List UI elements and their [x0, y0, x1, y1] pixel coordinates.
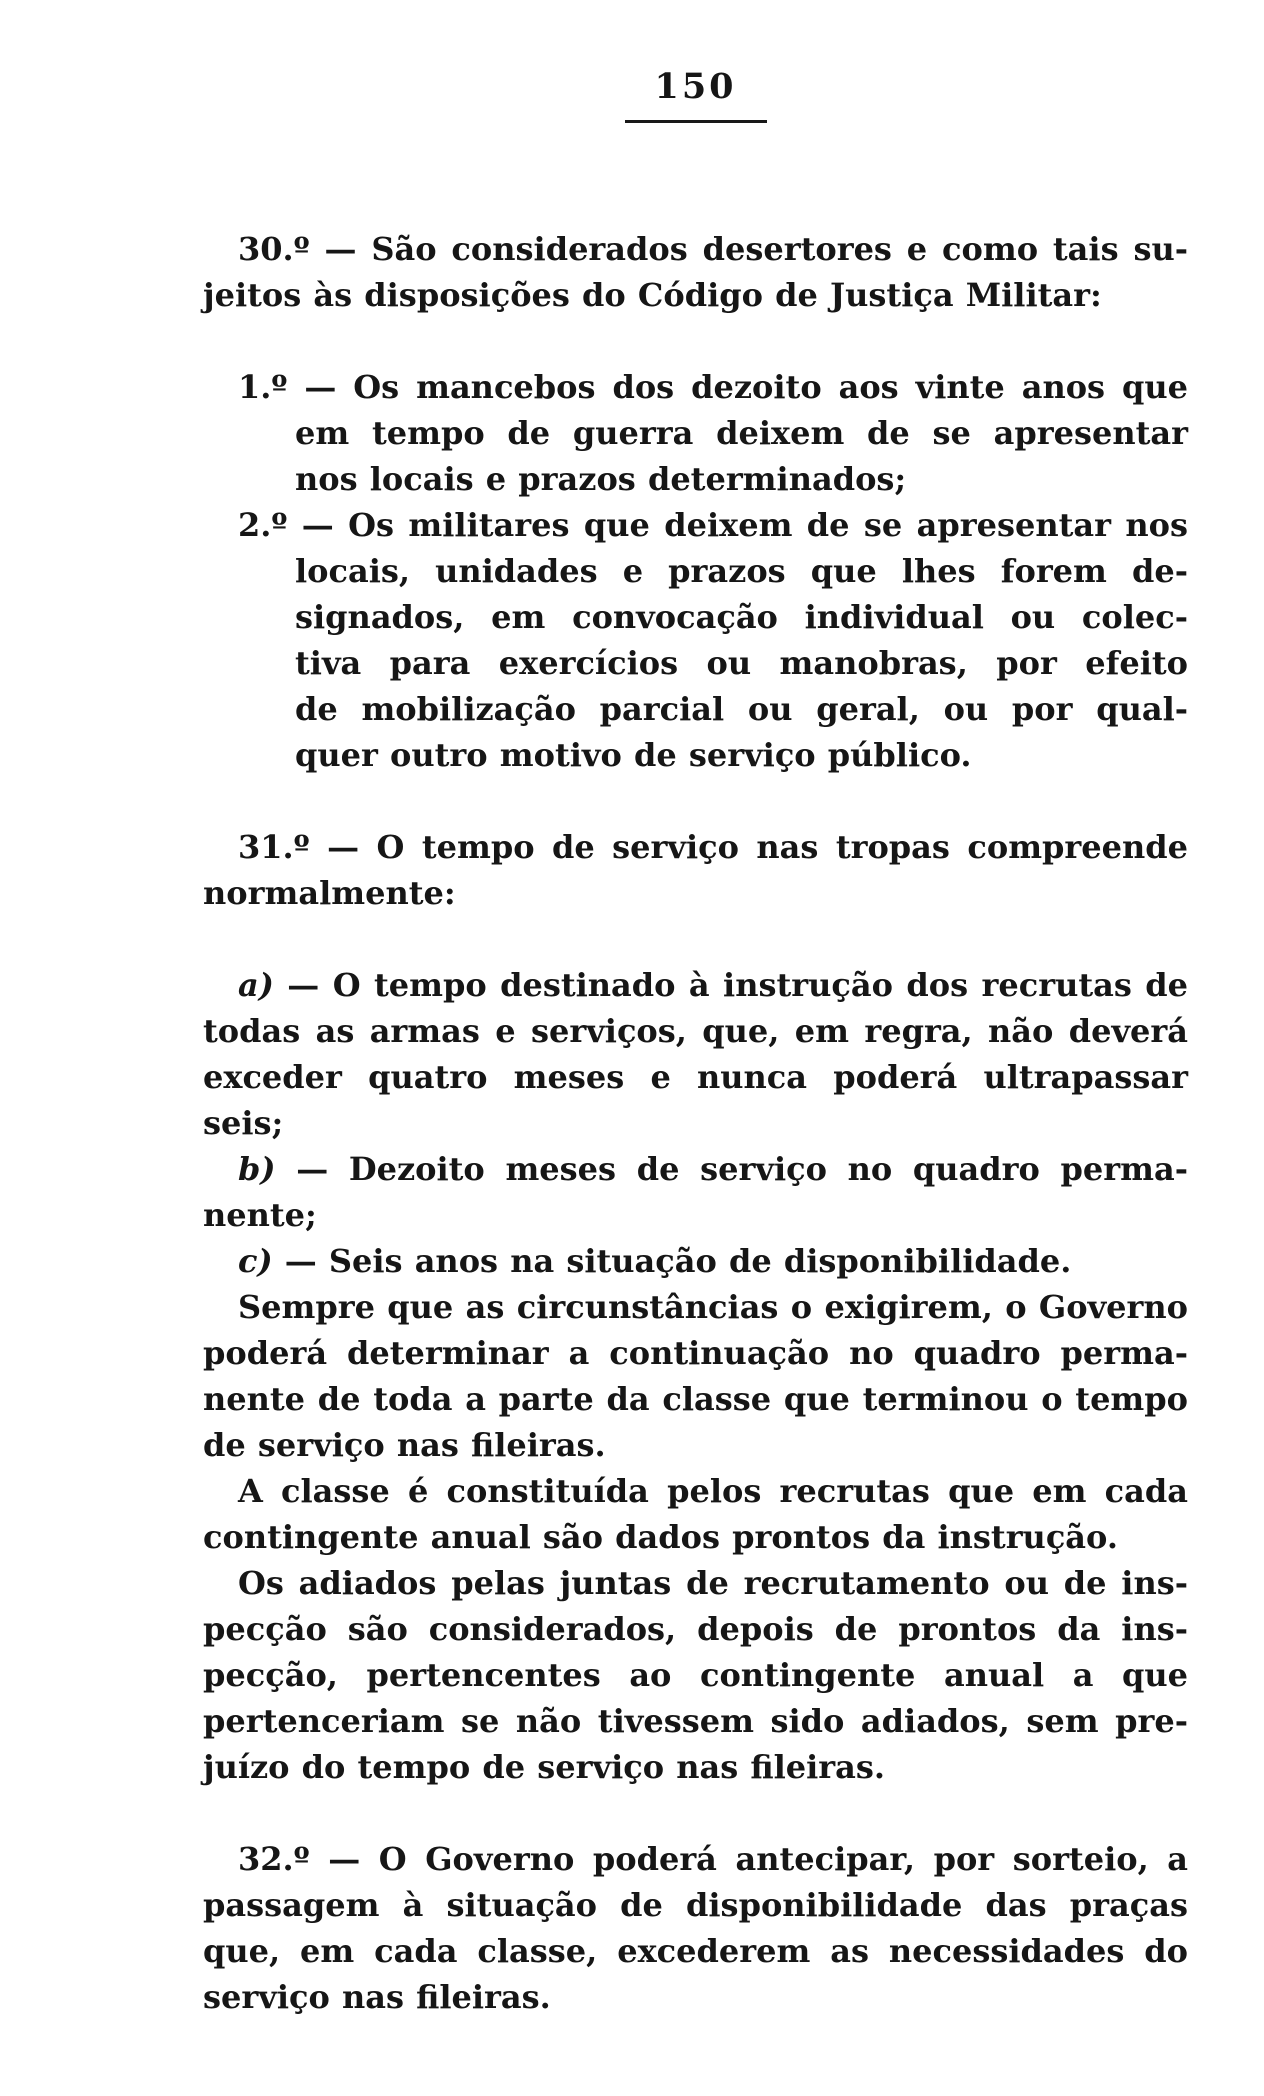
article-32-line-3: que, em cada classe, excederem as necessidades do [203, 1932, 1188, 1970]
para-os-adiados-line-1: Os adiados pelas juntas de recrutamento ou de ins- [238, 1564, 1188, 1602]
para-sempre-que [203, 1284, 1188, 1468]
article-31-item-c [203, 1238, 1188, 1284]
article-31-item-b [203, 1146, 1188, 1238]
para-os-adiados-line-5: juízo do tempo de serviço nas fileiras. [203, 1748, 886, 1786]
article-31-item-b-line-2: nente; [203, 1196, 317, 1234]
para-sempre-que-line-4: de serviço nas fileiras. [203, 1426, 606, 1464]
para-os-adiados [203, 1560, 1188, 1790]
page-number: 150 [654, 66, 737, 107]
para-sempre-que-line-3: nente de toda a parte da classe que terminou o tempo [203, 1380, 1188, 1418]
article-31-item-a-line-4: seis; [203, 1104, 284, 1142]
article-30-item-2-line-5: de mobilização parcial ou geral, ou por qual- [295, 690, 1188, 728]
para-sempre-que-line-1: Sempre que as circunstâncias o exigirem, o Governo [238, 1288, 1188, 1326]
para-sempre-que-line-2: poderá determinar a continuação no quadro perma- [203, 1334, 1188, 1372]
article-30-line-2: jeitos às disposições do Código de Justiça Militar: [203, 276, 1102, 314]
text-block [203, 226, 1188, 2020]
article-30 [203, 226, 1188, 318]
article-30-item-2-line-3: signados, em convocação individual ou colec- [295, 598, 1188, 636]
article-31-item-c-line-1: c) — Seis anos na situação de disponibilidade. [238, 1242, 1072, 1280]
article-31-line-2: normalmente: [203, 874, 456, 912]
article-30-item-2-line-1: 2.º — Os militares que deixem de se apresentar nos [238, 506, 1188, 544]
para-a-classe [203, 1468, 1188, 1560]
article-30-item-2 [203, 502, 1188, 778]
article-30-item-1-line-3: nos locais e prazos determinados; [295, 460, 907, 498]
para-a-classe-line-2: contingente anual são dados prontos da instrução. [203, 1518, 1118, 1556]
article-31-item-a-line-2: todas as armas e serviços, que, em regra, não deverá [203, 1012, 1188, 1050]
article-31-item-a [203, 962, 1188, 1146]
article-30-item-2-line-2: locais, unidades e prazos que lhes forem de- [295, 552, 1188, 590]
article-30-item-1-line-2: em tempo de guerra deixem de se apresentar [295, 414, 1188, 452]
article-30-item-1 [203, 364, 1188, 502]
article-30-item-2-line-6: quer outro motivo de serviço público. [295, 736, 972, 774]
article-31-item-a-line-3: exceder quatro meses e nunca poderá ultrapassar [203, 1058, 1188, 1096]
header-rule [625, 120, 767, 123]
article-30-item-1-line-1: 1.º — Os mancebos dos dezoito aos vinte anos que [238, 368, 1188, 406]
para-os-adiados-line-4: pertenceriam se não tivessem sido adiados, sem pre- [203, 1702, 1188, 1740]
para-os-adiados-line-2: pecção são considerados, depois de prontos da ins- [203, 1610, 1188, 1648]
article-30-item-2-line-4: tiva para exercícios ou manobras, por efeito [295, 644, 1188, 682]
article-31-item-b-line-1: b) — Dezoito meses de serviço no quadro perma- [238, 1150, 1188, 1188]
para-os-adiados-line-3: pecção, pertencentes ao contingente anual a que [203, 1656, 1188, 1694]
article-31-line-1: 31.º — O tempo de serviço nas tropas compreende [238, 828, 1188, 866]
article-31-item-a-line-1: a) — O tempo destinado à instrução dos recrutas de [238, 966, 1188, 1004]
para-a-classe-line-1: A classe é constituída pelos recrutas que em cada [238, 1472, 1188, 1510]
article-32-line-1: 32.º — O Governo poderá antecipar, por sorteio, a [238, 1840, 1188, 1878]
article-31 [203, 824, 1188, 916]
article-32-line-4: serviço nas fileiras. [203, 1978, 551, 2016]
page-header [203, 66, 1188, 123]
article-30-line-1: 30.º — São considerados desertores e como tais su- [238, 230, 1188, 268]
article-32-line-2: passagem à situação de disponibilidade das praças [203, 1886, 1188, 1924]
article-32 [203, 1836, 1188, 2020]
